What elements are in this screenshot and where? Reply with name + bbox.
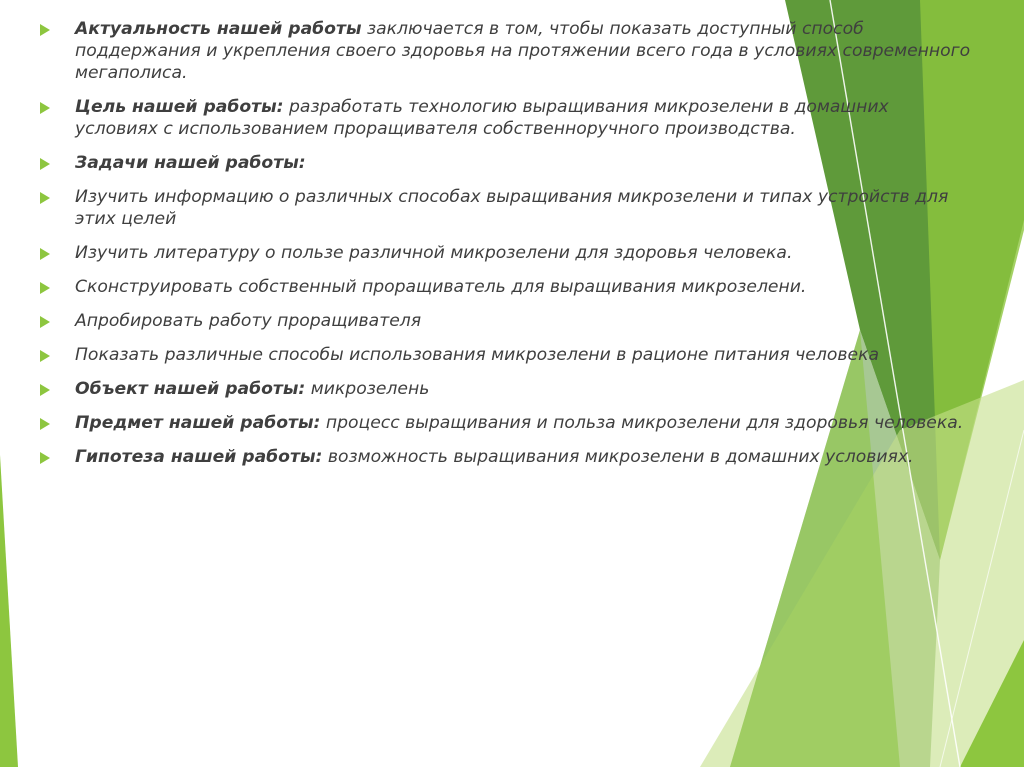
item-text: Изучить информацию о различных способах выращивания микрозелени и типах устройств для этих целей xyxy=(75,187,949,229)
list-item xyxy=(40,18,975,84)
item-text: Апробировать работу проращивателя xyxy=(75,311,422,331)
list-item xyxy=(40,276,975,298)
list-item xyxy=(40,446,975,468)
list-item xyxy=(40,310,975,332)
list-item xyxy=(40,412,975,434)
triangle-right-icon xyxy=(40,350,50,362)
list-item xyxy=(40,242,975,264)
item-text: Сконструировать собственный проращиватель для выращивания микрозелени. xyxy=(75,277,807,297)
item-lead: Гипотеза нашей работы: xyxy=(75,447,323,467)
bullet-list xyxy=(40,18,975,480)
triangle-right-icon xyxy=(40,452,50,464)
item-text: заключается в том, чтобы показать доступный способ поддержания и укрепления своего здоровья на протяжении всего года в условиях современного мегаполиса. xyxy=(75,19,971,83)
triangle-right-icon xyxy=(40,102,50,114)
triangle-right-icon xyxy=(40,316,50,328)
item-text: процесс выращивания и польза микрозелени для здоровья человека. xyxy=(320,413,964,433)
list-item xyxy=(40,96,975,140)
triangle-right-icon xyxy=(40,192,50,204)
list-item xyxy=(40,378,975,400)
list-item xyxy=(40,152,975,174)
item-lead: Актуальность нашей работы xyxy=(75,19,362,39)
triangle-right-icon xyxy=(40,248,50,260)
left-green-stripe xyxy=(0,455,18,767)
list-item xyxy=(40,186,975,230)
triangle-right-icon xyxy=(40,384,50,396)
item-text: возможность выращивания микрозелени в домашних условиях. xyxy=(322,447,914,467)
triangle-right-icon xyxy=(40,158,50,170)
item-text: Показать различные способы использования микрозелени в рационе питания человека xyxy=(75,345,879,365)
item-text: разработать технологию выращивания микрозелени в домашних условиях с использованием проращивателя собственноручного производства. xyxy=(75,97,889,139)
triangle-right-icon xyxy=(40,24,50,36)
item-text: микрозелень xyxy=(305,379,430,399)
list-item xyxy=(40,344,975,366)
item-text: Изучить литературу о пользе различной микрозелени для здоровья человека. xyxy=(75,243,793,263)
item-lead: Объект нашей работы: xyxy=(75,379,306,399)
item-lead: Задачи нашей работы: xyxy=(75,153,306,173)
item-lead: Цель нашей работы: xyxy=(75,97,284,117)
triangle-right-icon xyxy=(40,418,50,430)
triangle-right-icon xyxy=(40,282,50,294)
item-lead: Предмет нашей работы: xyxy=(75,413,321,433)
